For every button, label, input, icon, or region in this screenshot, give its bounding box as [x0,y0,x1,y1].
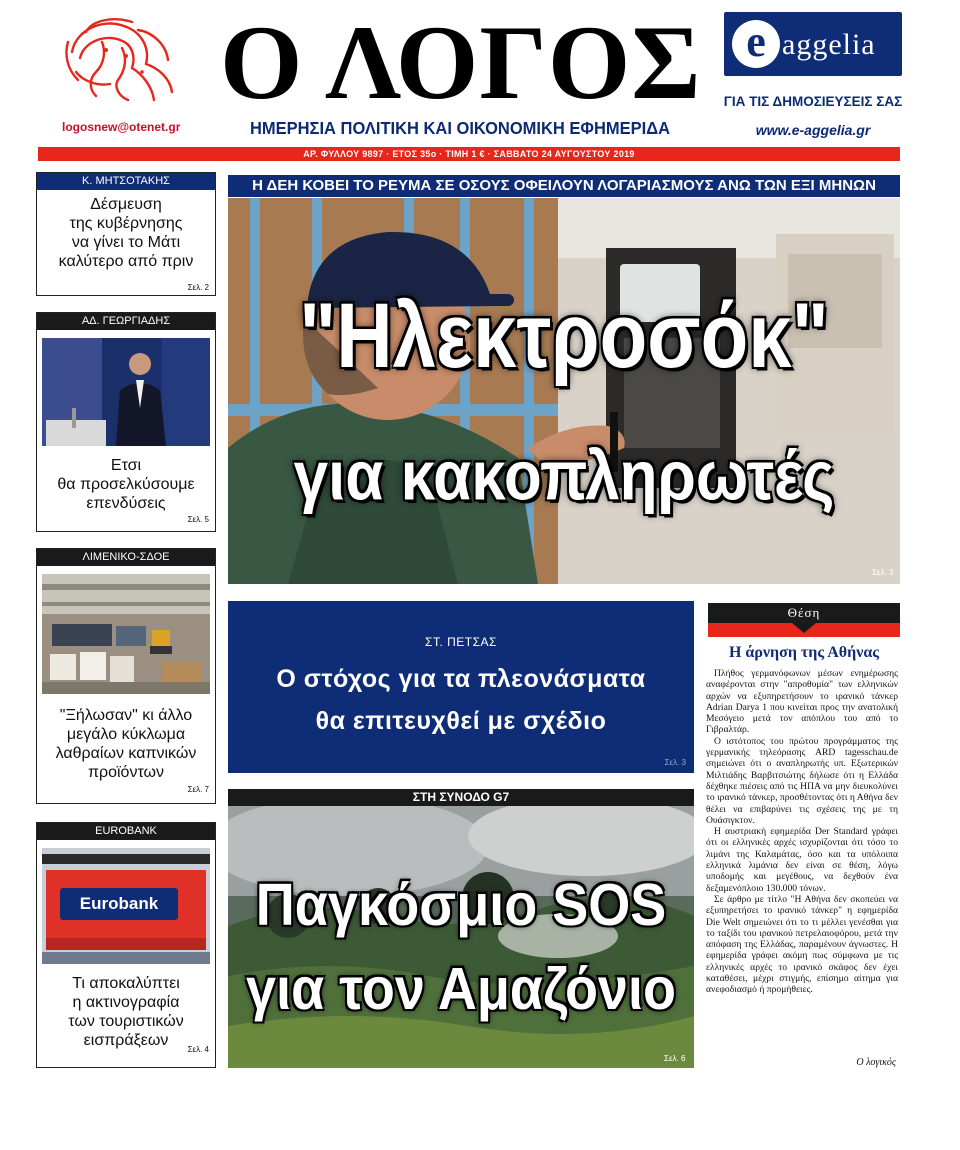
opinion-paragraph: Η αυστριακή εφημερίδα Der Standard γράφει ότι οι ελληνικές αρχές ισχυρίζονται ότι τόσο το λιμάνι της Καλαμάτας, όσο και τα υπόλοιπα ελληνικά λιμάνια δεν είναι σε θέση, λόγω υποδομής και μεγέθους, να δεχθούν ένα δεξαμενόπλοιο 130.000 τόνων. [706,826,898,894]
eaggelia-url: www.e-aggelia.gr [755,122,871,138]
opinion-pointer [792,623,816,633]
page-reference: Σελ. 3 [872,568,894,577]
page-reference: Σελ. 4 [187,1045,209,1054]
eaggelia-logo [724,12,902,76]
sidebar-headline: "Ξήλωσαν" κι άλλο μεγάλο κύκλωμα λαθραίων καπνικών προϊόντων [55,707,197,781]
sidebar-kicker: ΑΔ. ΓΕΩΡΓΙΑΔΗΣ [37,313,215,330]
sidebar-headline: Ετσι θα προσελκύσουμε επενδύσεις [57,457,195,512]
sidebar-kicker: EUROBANK [37,823,215,840]
eaggelia-tagline: ΓΙΑ ΤΙΣ ΔΗΜΟΣΙΕΥΣΕΙΣ ΣΑΣ [723,94,903,109]
opinion-signature: Ο λογικός [856,1057,896,1068]
contact-email: logosnew@otenet.gr [62,120,181,134]
issue-info-bar: ΑΡ. ΦΥΛΛΟΥ 9897 · ΕΤΟΣ 35ο · ΤΙΜΗ 1 € · ΣΑΒΒΑΤΟ 24 ΑΥΓΟΥΣΤΟΥ 2019 [38,147,900,161]
sidebar-headline: Δέσμευση της κυβέρνησης να γίνει το Μάτι καλύτερο από πριν [58,196,194,270]
sidebar-story-limeniko[interactable] [36,548,216,804]
g7-headline-2: για τον Αμαζόνιο [246,956,676,1022]
sidebar-story-georgiadis[interactable] [36,312,216,532]
page-reference: Σελ. 7 [187,785,209,794]
g7-headline-1: Παγκόσμιο SOS [255,872,667,938]
page-reference: Σελ. 5 [187,515,209,524]
sidebar-headline: Τι αποκαλύπτει η ακτινογραφία των τουριστικών εισπράξεων [68,975,184,1049]
lead-story-kicker: Η ΔΕΗ ΚΟΒΕΙ ΤΟ ΡΕΥΜΑ ΣΕ ΟΣΟΥΣ ΟΦΕΙΛΟΥΝ ΛΟΓΑΡΙΑΣΜΟΥΣ ΑΝΩ ΤΩΝ ΕΞΙ ΜΗΝΩΝ [228,175,900,197]
opinion-paragraph: Ο ιστότοπος του πρώτου προγράμματος της γερμανικής τηλεόρασης ARD tagesschau.de σημειώνει ότι ο αναπληρωτής υπ. Εξωτερικών Μιλτιάδης Βαρβιτσιώτης δήλωσε ότι η Ελλάδα δέχθηκε πιέσεις από τις ΗΠΑ να μην διευκολύνει το ιρανικό τάνκερ, προσθέτοντας ότι η Αθήνα δεν θέλει να επιβαρύνει τις σχέσεις της με τη Ουάσιγκτον. [706,735,898,826]
g7-kicker: ΣΤΗ ΣΥΝΟΔΟ G7 [228,789,694,806]
warehouse-photo [42,574,210,694]
sidebar-kicker: ΛΙΜΕΝΙΚΟ-ΣΔΟΕ [37,549,215,566]
petsas-story[interactable] [228,601,694,773]
newspaper-subtitle: ΗΜΕΡΗΣΙΑ ΠΟΛΙΤΙΚΗ ΚΑΙ ΟΙΚΟΝΟΜΙΚΗ ΕΦΗΜΕΡΙΔΑ [249,119,671,139]
georgiadis-photo [42,338,210,446]
opinion-title[interactable]: Η άρνηση της Αθήνας [728,644,880,661]
lead-story-photo[interactable] [228,198,900,584]
lead-story-headline-1: "Ηλεκτροσόκ" [299,283,829,387]
opinion-body [706,668,898,996]
petsas-headline-1: Ο στόχος για τα πλεονάσματα [276,665,646,693]
eurobank-sign-text: Eurobank [79,894,159,913]
petsas-headline-2: θα επιτευχθεί με σχέδιο [315,707,607,735]
newspaper-logo-illustration [62,12,180,112]
opinion-paragraph: Πλήθος γερμανόφωνων μέσων ενημέρωσης αναφέρονται στην "απροθυμία" των ελληνικών αρχών να εξυπηρετήσουν το ιρανικό τάνκερ Adrian Darya 1 που κινείται προς την ανατολική Μεσόγειο μετά τον απόπλου του από το Γιβραλτάρ. [706,668,898,736]
sidebar-kicker: Κ. ΜΗΤΣΟΤΑΚΗΣ [37,173,215,190]
page-reference: Σελ. 3 [664,758,686,767]
lead-story-headline-2: για κακοπληρωτές [293,437,835,516]
page-reference: Σελ. 6 [664,1054,686,1063]
newspaper-title: Ο ΛΟΓΟΣ [220,4,702,121]
opinion-paragraph: Σε άρθρο με τίτλο "Η Αθήνα δεν σκοπεύει να εξυπηρετήσει το ιρανικό τάνκερ" η εφημερίδα Die Welt σημειώνει ότι το τι μέλλει γενέσθαι για το ταξίδι του ιρανικού πετρελαιοφόρου, μετά την απόφαση της Ελλάδας, παραμένουν άγνωστες. Η εφημερίδα γράφει ακόμη πως σύμφωνα με τις ελληνικές αρχές το ιρανικό σκάφος δεν έχει καταθέσει, μέχρι στιγμής, επίσημο αίτημα για ανεφοδιασμό ή προμήθειες. [706,893,898,996]
page-reference: Σελ. 2 [187,283,209,292]
eaggelia-logo-letter: e [732,20,780,68]
eurobank-sign-photo [42,848,210,964]
sidebar-story-mitsotakis[interactable] [36,172,216,296]
petsas-kicker: ΣΤ. ΠΕΤΣΑΣ [425,635,497,649]
eaggelia-logo-word: aggelia [782,28,876,61]
opinion-section-label: Θέση [708,603,900,623]
sidebar-story-eurobank[interactable] [36,822,216,1068]
